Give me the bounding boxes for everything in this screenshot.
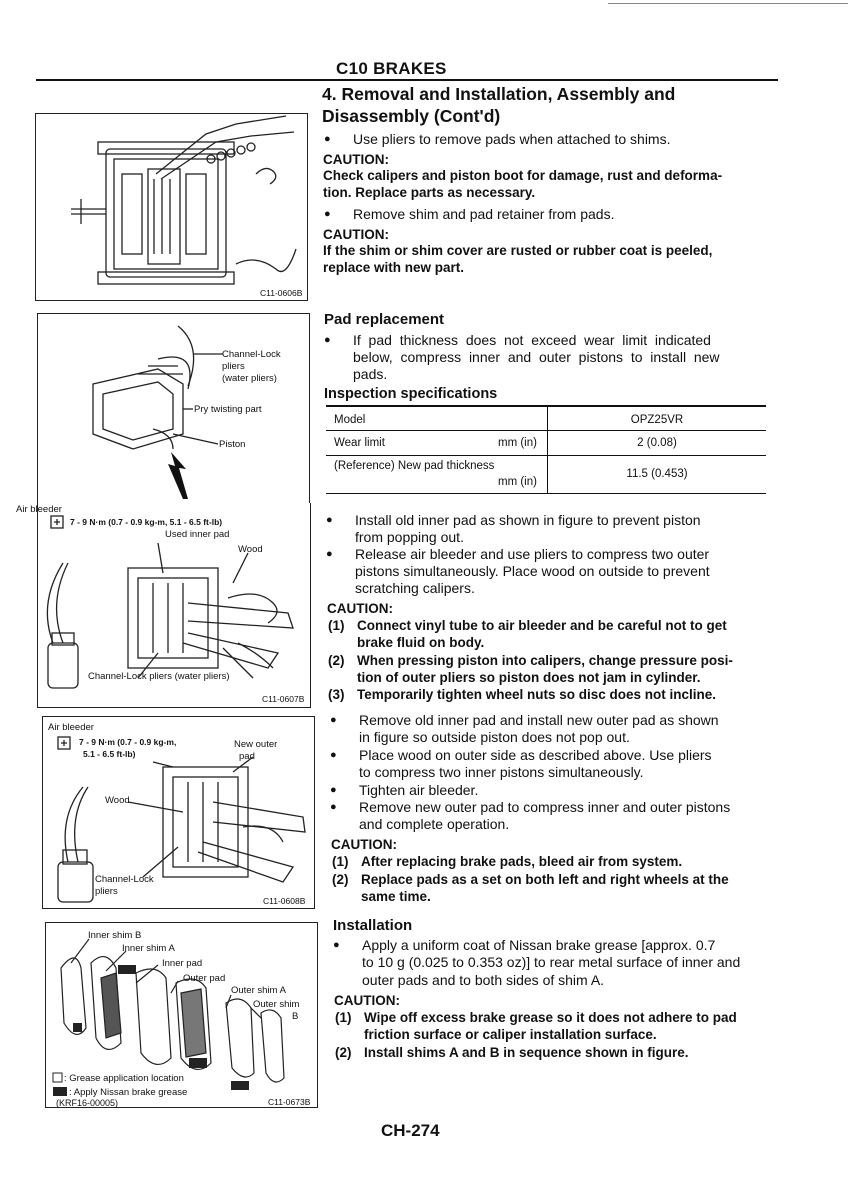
section-title: C10 BRAKES xyxy=(336,59,447,78)
caution-5-1-line2: friction surface or caliper installation surface. xyxy=(364,1027,657,1042)
caution-label-1: CAUTION: xyxy=(323,152,389,167)
table-cell-new-label: (Reference) New pad thickness xyxy=(334,460,495,472)
page-number: CH-274 xyxy=(381,1121,440,1140)
place-wood-line2: to compress two inner pistons simultaneously. xyxy=(359,764,644,780)
arrow-icon xyxy=(168,452,188,499)
caution-1-line2: tion. Replace parts as necessary. xyxy=(323,185,536,200)
remove-new-line2: and complete operation. xyxy=(359,816,510,832)
legend-apply-grease-icon xyxy=(53,1087,67,1096)
label-channel-lock-water: Channel-Lock pliers (water pliers) xyxy=(88,671,230,682)
caution-3-1-num: (1) xyxy=(328,618,345,633)
page-title-line1: 4. Removal and Installation, Assembly and xyxy=(322,84,676,104)
caution-1-line1: Check calipers and piston boot for damage, rust and deforma- xyxy=(323,168,723,183)
caution-3-3-line1: Temporarily tighten wheel nuts so disc does not incline. xyxy=(357,687,717,702)
caution-5-2-num: (2) xyxy=(335,1045,352,1060)
figure-caliper-pliers xyxy=(35,113,308,301)
header-rule xyxy=(36,79,778,81)
caution-2-line1: If the shim or shim cover are rusted or rubber coat is peeled, xyxy=(323,243,713,258)
label-outer-shim: Outer shim xyxy=(253,999,300,1010)
label-outer-shim-a: Outer shim A xyxy=(231,985,286,996)
label-used-inner-pad: Used inner pad xyxy=(165,529,230,540)
caution-3-2-line2: tion of outer pliers so piston does not jam in cylinder. xyxy=(357,670,701,685)
caution-3-3-num: (3) xyxy=(328,687,345,702)
figure1-code: C11-0606B xyxy=(260,288,303,298)
figure-air-bleeder-used-pad xyxy=(16,503,311,708)
label-channel-lock: Channel-Lock xyxy=(222,349,281,360)
caution-label-2: CAUTION: xyxy=(323,227,389,242)
table-cell-new-value: 11.5 (0.453) xyxy=(626,468,688,480)
legend-part-number: (KRF16-00005) xyxy=(56,1098,119,1108)
caution-label-5: CAUTION: xyxy=(334,993,400,1008)
label-new-outer: New outer xyxy=(234,739,278,750)
label-torque-2a: 7 - 9 N·m (0.7 - 0.9 kg-m, xyxy=(79,737,177,747)
figure5-code: C11-0673B xyxy=(268,1097,311,1107)
figure-air-bleeder-new-pad xyxy=(42,716,315,909)
installation-heading: Installation xyxy=(333,917,413,934)
label-channel-lock-2: Channel-Lock xyxy=(95,874,154,885)
label-pliers-2: pliers xyxy=(95,886,118,897)
grease-icon xyxy=(118,965,136,974)
caution-5-2-line1: Install shims A and B in sequence shown in figure. xyxy=(364,1045,689,1060)
caution-5-1-num: (1) xyxy=(335,1010,352,1025)
release-line2: pistons simultaneously. Place wood on outside to prevent xyxy=(355,563,710,579)
label-air-bleeder-2: Air bleeder xyxy=(48,722,94,733)
label-inner-shim-a: Inner shim A xyxy=(122,943,175,954)
label-wood: Wood xyxy=(238,544,263,555)
figure-channel-lock xyxy=(37,313,310,504)
caution-3-1-line2: brake fluid on body. xyxy=(357,635,485,650)
caution-3-1-line1: Connect vinyl tube to air bleeder and be careful not to get xyxy=(357,618,727,633)
air-bleeder-illustration-2 xyxy=(43,717,314,908)
caution-5-1-line1: Wipe off excess brake grease so it does not adhere to pad xyxy=(364,1010,737,1025)
table-cell-new-unit: mm (in) xyxy=(498,476,537,488)
label-inner-shim-b: Inner shim B xyxy=(88,930,142,941)
pad-thickness-line2: below, compress inner and outer pistons to install new xyxy=(353,349,720,365)
grease-icon-3 xyxy=(231,1081,249,1090)
label-torque: 7 - 9 N·m (0.7 - 0.9 kg-m, 5.1 - 6.5 ft-lb) xyxy=(70,517,223,527)
top-edge-line xyxy=(608,3,848,4)
label-wood-2: Wood xyxy=(105,795,130,806)
label-air-bleeder: Air bleeder xyxy=(16,504,62,515)
caution-4-2-line1: Replace pads as a set on both left and right wheels at the xyxy=(361,872,729,887)
release-line3: scratching calipers. xyxy=(355,580,475,596)
remove-old-line2: in figure so outside piston does not pop out. xyxy=(359,729,630,745)
caliper-pliers-illustration xyxy=(36,114,307,300)
air-bleeder-illustration-1 xyxy=(16,503,310,707)
legend-grease-location-icon xyxy=(53,1073,62,1082)
figure-shim-installation xyxy=(45,922,318,1108)
legend-apply-grease: : Apply Nissan brake grease xyxy=(69,1087,188,1098)
install-old-pad-line2: from popping out. xyxy=(355,529,464,545)
caution-4-1-line1: After replacing brake pads, bleed air from system. xyxy=(361,854,683,869)
page-title-line2: Disassembly (Cont'd) xyxy=(322,106,501,126)
caution-2-line2: replace with new part. xyxy=(323,260,465,275)
table-cell-wear-label: Wear limit xyxy=(334,437,385,449)
inspection-table xyxy=(326,405,766,495)
caution-4-1-num: (1) xyxy=(332,854,349,869)
figure3-code: C11-0607B xyxy=(262,694,305,704)
pad-replacement-heading: Pad replacement xyxy=(324,311,445,328)
inspection-heading: Inspection specifications xyxy=(324,386,498,402)
table-cell-wear-value: 2 (0.08) xyxy=(637,437,677,449)
label-water-pliers: (water pliers) xyxy=(222,373,277,384)
label-outer-pad: Outer pad xyxy=(183,973,226,984)
table-cell-model-value: OPZ25VR xyxy=(630,414,684,426)
figure4-code: C11-0608B xyxy=(263,896,306,906)
caution-label-3: CAUTION: xyxy=(327,601,393,616)
grease-icon-2 xyxy=(189,1058,207,1068)
label-pliers: pliers xyxy=(222,361,245,372)
caution-4-2-num: (2) xyxy=(332,872,349,887)
caution-label-4: CAUTION: xyxy=(331,837,397,852)
channel-lock-illustration xyxy=(38,314,309,504)
caution-4-2-line2: same time. xyxy=(361,889,431,904)
label-pry-twisting: Pry twisting part xyxy=(194,404,262,415)
label-pad: pad xyxy=(239,751,255,762)
caution-3-2-line1: When pressing piston into calipers, change pressure posi- xyxy=(357,653,733,668)
label-piston: Piston xyxy=(219,439,246,450)
table-cell-model-label: Model xyxy=(334,414,366,426)
caution-3-2-num: (2) xyxy=(328,653,345,668)
apply-grease-line2: to 10 g (0.025 to 0.353 oz)] to rear metal surface of inner and xyxy=(362,954,741,970)
label-inner-pad: Inner pad xyxy=(162,958,203,969)
label-shim-b: B xyxy=(292,1011,299,1022)
table-cell-wear-unit: mm (in) xyxy=(498,437,537,449)
grease-location-icon xyxy=(73,1023,82,1032)
pad-thickness-line3: pads. xyxy=(353,366,388,382)
legend-grease-location: : Grease application location xyxy=(64,1073,184,1084)
shim-exploded-illustration xyxy=(46,923,317,1107)
apply-grease-line3: outer pads and to both sides of shim A. xyxy=(362,972,605,988)
label-torque-2b: 5.1 - 6.5 ft-lb) xyxy=(83,749,136,759)
